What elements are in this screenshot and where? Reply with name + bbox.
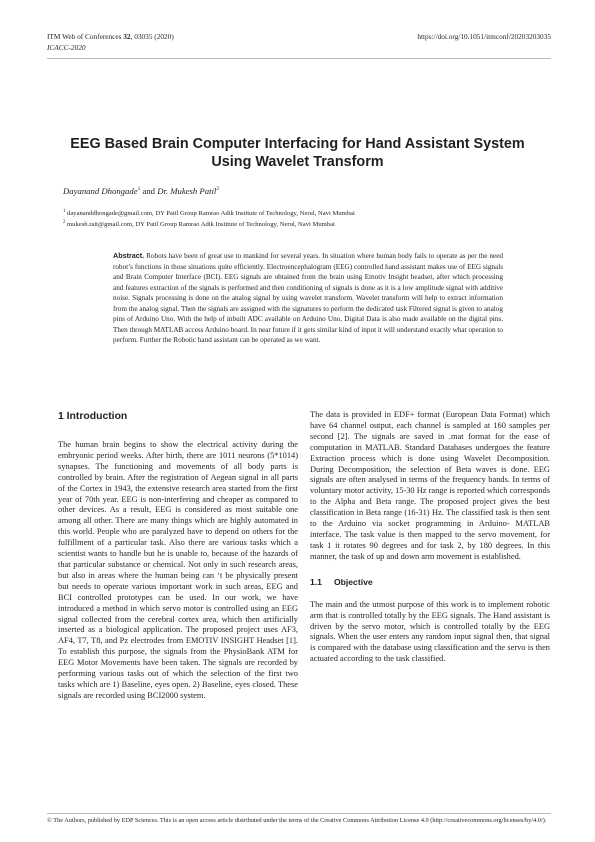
- author-conjunction: and: [140, 186, 158, 196]
- footer-divider: [47, 813, 551, 814]
- abstract-label: Abstract.: [113, 251, 145, 260]
- journal-volume: 32: [123, 32, 131, 41]
- conference-name: ICACC-2020: [47, 42, 86, 52]
- article-number: , 03035 (2020): [130, 32, 174, 41]
- right-column: [310, 410, 550, 665]
- doi-link[interactable]: https://doi.org/10.1051/itmconf/20203203035: [417, 32, 551, 41]
- affiliation-2-sup: 2: [63, 220, 66, 225]
- affiliation-2-text: mukesh.rait@gmail.com, DY Patil Group Ramrao Adik Institute of Technology, Nerul, Navi Mumbai: [65, 221, 335, 229]
- abstract: [113, 251, 503, 346]
- affiliation-1-text: dayananddhongade@gmail.com, DY Patil Group Ramrao Adik Institute of Technology, Nerul, Navi Mumbai: [65, 210, 355, 218]
- affiliation-1-sup: 1: [63, 209, 66, 214]
- subsection-heading-objective: [310, 577, 550, 588]
- objective-paragraph: The main and the utmost purpose of this work is to implement robotic arm that is controlled totally by the EEG signals. The Hand assistant is driven by the servo motor, which is controlled totally by the EEG signals. When the user enters any random input signal then, that signal is compared with the database using classification and the servo is then actuated according to the task classified.: [310, 599, 550, 664]
- introduction-paragraph-1: The human brain begins to show the electrical activity during the embryonic period weeks. After birth, there are 1011 neurons (5*1014) synapses. The functioning and movements of all body parts is controlled by brain. After the registration of Aegean signal in all parts of the Cortex in 1943, the extensive research area started from the first year of 70th year. EEG is non-interfering and cheaper as compared to other devices. As a result, EEG is considered as most suitable one among all other. There are many things which are highly automated in this world. People who are paralyzed have to depend on others for the fulfillment of a particular task. Also there are various tasks which a scientist wants to handle but he is unable to, because of the hazards of that particular substance or chemical. Not only in such research areas, but also in areas where the human being can ‘t be physically present but needs to operate various important work in such areas, EEG and BCI controlled prototypes can be used. In our work, we have introduced a method in which servo motor is controlled using an EEG signal collected from the cerebral cortex area, which then artificially inserted as a biological application. The proposed project uses AF3, AF4, T7, T8, and Pz electrodes from EMOTIV INSIGHT Headset [1]. To establish this purpose, the signals from the PhysioBank ATM for EEG Motor Movements have been taken. The signals are recorded by performing various tasks out of which the selection of the first two tasks which are 1) Baseline, eyes open. 2) Baseline, eyes closed. These signals are recorded using BCI2000 system.: [58, 440, 298, 700]
- subsection-title: Objective: [333, 576, 373, 587]
- paper-title: EEG Based Brain Computer Interfacing for Hand Assistant System Using Wavelet Transform: [70, 136, 525, 170]
- left-column: [58, 410, 298, 702]
- author-1: Dayanand Dhongade: [63, 186, 138, 196]
- running-header-left: [47, 32, 174, 53]
- header-divider: [47, 58, 551, 59]
- journal-citation: [47, 32, 174, 43]
- subsection-number: 1.1: [310, 576, 322, 587]
- author-line: [63, 186, 219, 196]
- affiliation-1: [63, 207, 355, 218]
- author-1-sup: 1: [137, 186, 141, 193]
- section-heading-introduction: 1 Introduction: [58, 411, 128, 422]
- affiliation-2: [63, 218, 335, 229]
- author-2: Dr. Mukesh Patil: [157, 186, 217, 196]
- introduction-paragraph-2: The data is provided in EDF+ format (European Data Format) which have 64 channel output, each channel is sampled at 160 samples per second [2]. The signals are saved in .mat format for the ease of computation in MATLAB. Standard Databases undergoes the feature Extraction process which is done using Wavelet Decomposition. During Decomposition, the selection of Beta waves is done. EEG signals are often analysed in terms of the frequency bands. In terms of voluntary motor activity, 15-30 Hz range is reported which corresponds to the Alpha and Beta range. The proposed project gives the best classification in Beta range (16-31) Hz. The classified task is then sent to the Arduino via socket programming in Arduino- MATLAB interface. The task value is then mapped to the servo movement, for task 1 it rotates 90 degrees and for task 2, by 180 degrees. In this manner, the task of up and down arm movement is established.: [310, 410, 550, 561]
- journal-name: ITM Web of Conferences: [47, 32, 122, 41]
- license-footer: © The Authors, published by EDP Sciences. This is an open access article distributed under the terms of the Creative Commons Attribution License 4.0 (http://creativecommons.org/licenses/by/4.0/).: [47, 817, 547, 824]
- author-2-sup: 2: [216, 186, 220, 193]
- abstract-text: Robots have been of great use to mankind for several years. In situation where human body fails to operate as per the need robot’s functions in those situations quite efficiently. Electroencephalogram (EEG) controlled hand assistant makes use of EEG signals and Brain Computer Interface (BCI). EEG signals are obtained from the brain using Emotiv Insight headset, after which processing and features extraction of the signals is performed and then conditioning of signals is done as it is a low amplitude signal with additive noise. Signals processing is done on the analog signal by using wavelet transform. Wavelet transform will help to extract information from the analog signal. Then the signals are assigned with the signatures to perform the dedicated task Filtered signal is given to analog pins of Arduino Uno. With the help of inbuilt ADC available on Arduino Uno, Digital Data is also made available on the digital pins. Then through MATLAB access Arduino board. In near future if it gets similar kind of input it will understand exactly what operation to perform. Further the Robotic hand assistant can be operated as we want.: [113, 252, 503, 344]
